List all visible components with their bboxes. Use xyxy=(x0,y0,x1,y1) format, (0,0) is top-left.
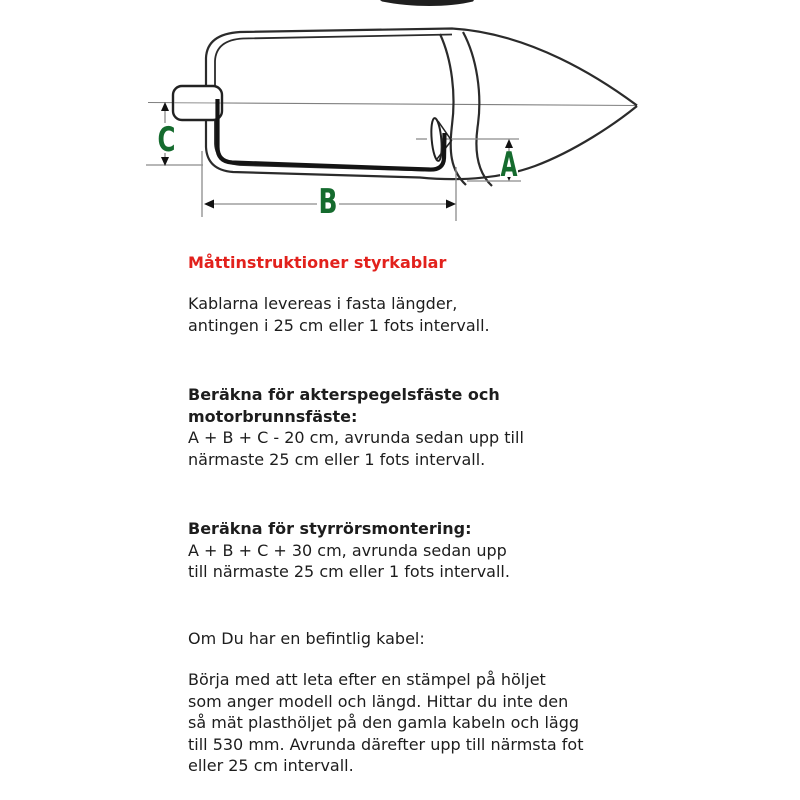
section2-body-line-1: A + B + C + 30 cm, avrunda sedan upp xyxy=(188,540,507,560)
cropped-top-edge-shape xyxy=(380,0,474,6)
intro-line-2: antingen i 25 cm eller 1 fots intervall. xyxy=(188,315,490,335)
section1-body-line-2: närmaste 25 cm eller 1 fots intervall. xyxy=(188,449,486,469)
section1-heading-line-1: Beräkna för akterspegelsfäste och xyxy=(188,385,500,404)
existing-cable-line-2: som anger modell och längd. Hittar du inte den xyxy=(188,691,569,711)
dimension-label-b: B xyxy=(318,182,338,222)
intro-line-1: Kablarna levereas i fasta längder, xyxy=(188,294,458,313)
section1-body-line-1: A + B + C - 20 cm, avrunda sedan upp till xyxy=(188,428,524,447)
existing-cable-heading: Om Du har en befintlig kabel: xyxy=(188,629,425,648)
dimension-label-a: A xyxy=(500,145,518,185)
title-block xyxy=(188,252,668,274)
arrow-b-left xyxy=(204,200,214,209)
dimension-label-c: C xyxy=(157,120,176,160)
section2-heading-line-1: Beräkna för styrrörsmontering: xyxy=(188,519,472,538)
existing-cable-line-3: så mät plasthöljet på den gamla kabeln och lägg xyxy=(188,713,580,732)
arrow-b-right xyxy=(446,200,456,209)
existing-cable-line-5: eller 25 cm intervall. xyxy=(188,756,354,775)
section2-body-line-2: till närmaste 25 cm eller 1 fots intervall. xyxy=(188,562,510,581)
existing-cable-line-4: till 530 mm. Avrunda därefter upp till närmsta fot xyxy=(188,734,584,754)
page-title: Måttinstruktioner styrkablar xyxy=(188,253,447,272)
existing-cable-paragraph xyxy=(188,669,668,777)
existing-cable-heading-block xyxy=(188,628,668,650)
arrow-c-up xyxy=(161,102,169,111)
section-transom-mount xyxy=(188,384,668,470)
cockpit-inner-liner xyxy=(215,35,452,171)
steering-cable xyxy=(218,99,445,170)
intro-paragraph xyxy=(188,293,668,336)
section-tube-mount xyxy=(188,518,668,583)
boat-measurement-diagram xyxy=(0,0,800,235)
existing-cable-line-1: Börja med att leta efter en stämpel på höljet xyxy=(188,670,546,689)
windshield-arc-rear xyxy=(463,32,492,186)
section1-heading-line-2: motorbrunnsfäste: xyxy=(188,406,358,426)
